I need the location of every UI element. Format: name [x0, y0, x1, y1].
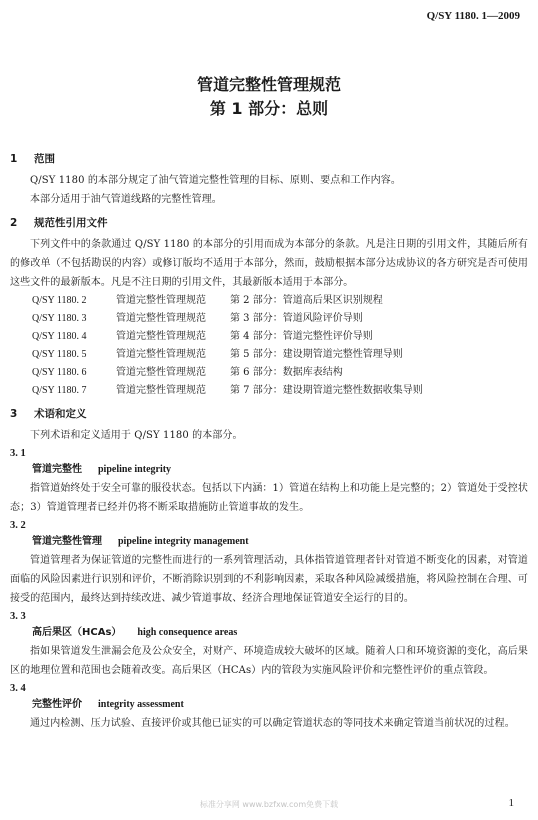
term-number: 3. 3 — [10, 611, 26, 622]
document-title: 管道完整性管理规范 — [196, 75, 341, 94]
reference-number: Q/SY 1180. 4 — [32, 331, 87, 342]
reference-item — [10, 292, 528, 310]
term-definition: 管道管理者为保证管道的完整性而进行的一系列管理活动，具体指管道管理者针对管道不断变化的因素，对管道面临的风险因素进行识别和评价，不断消除识别到的不利影响因素，采取各种风险减缓措施，将风险控制在合理、可接受的范围内，最终达到持续改进、减少管道事故、经济合理地保证管道安全运行的目的。 — [10, 555, 528, 604]
reference-item — [10, 346, 528, 364]
section-title: 术语和定义 — [34, 408, 87, 420]
term-english: pipeline integrity — [98, 464, 172, 475]
reference-name: 管道完整性管理规范 — [116, 349, 206, 360]
watermark-footer: 标准分享网 www.bzfxw.com免费下载 — [199, 800, 339, 809]
section-heading-scope — [10, 152, 528, 167]
reference-name: 管道完整性管理规范 — [116, 367, 206, 378]
term-number: 3. 4 — [10, 683, 26, 694]
term-number: 3. 2 — [10, 520, 26, 531]
document-body — [10, 152, 528, 733]
term-heading — [10, 696, 528, 714]
term-chinese: 完整性评价 — [32, 699, 82, 710]
reference-name: 管道完整性管理规范 — [116, 313, 206, 324]
paragraph: Q/SY 1180 的本部分规定了油气管道完整性管理的目标、原则、要点和工作内容。 — [30, 175, 401, 186]
section-title: 规范性引用文件 — [34, 217, 108, 229]
paragraph: 本部分适用于油气管道线路的完整性管理。 — [30, 194, 222, 205]
standard-number: Q/SY 1180. 1—2009 — [426, 10, 520, 22]
reference-part: 第 7 部分：建设期管道完整性数据收集导则 — [230, 385, 423, 396]
reference-part: 第 2 部分：管道高后果区识别规程 — [230, 295, 383, 306]
reference-name: 管道完整性管理规范 — [116, 331, 206, 342]
reference-item — [10, 382, 528, 400]
term-heading — [10, 533, 528, 551]
reference-number: Q/SY 1180. 6 — [32, 367, 87, 378]
paragraph: 下列文件中的条款通过 Q/SY 1180 的本部分的引用而成为本部分的条款。凡是注日期的引用文件，其随后所有的修改单（不包括勘误的内容）或修订版均不适用于本部分，然而，鼓励根据本部分达成协议的各方研究是否可使用这些文件的最新版本。凡是不注日期的引用文件，其最新版本适用于本部分。 — [10, 239, 528, 288]
section-heading-normative-references — [10, 216, 528, 231]
term-heading — [10, 461, 528, 479]
reference-number: Q/SY 1180. 3 — [32, 313, 87, 324]
section-number: 2 — [10, 217, 18, 229]
paragraph: 下列术语和定义适用于 Q/SY 1180 的本部分。 — [30, 430, 243, 441]
reference-item — [10, 328, 528, 346]
term-number: 3. 1 — [10, 448, 26, 459]
page-number: 1 — [508, 797, 514, 809]
term-definition: 指管道始终处于安全可靠的服役状态。包括以下内涵：1）管道在结构上和功能上是完整的；2）管道处于受控状态；3）管道管理者已经并仍将不断采取措施防止管道事故的发生。 — [10, 483, 528, 513]
reference-item — [10, 364, 528, 382]
section-number: 3 — [10, 408, 18, 420]
reference-part: 第 3 部分：管道风险评价导则 — [230, 313, 363, 324]
section-heading-terms-definitions — [10, 407, 528, 422]
reference-part: 第 6 部分：数据库表结构 — [230, 367, 343, 378]
reference-name: 管道完整性管理规范 — [116, 385, 206, 396]
term-chinese: 管道完整性管理 — [32, 536, 102, 547]
term-heading — [10, 624, 528, 642]
reference-number: Q/SY 1180. 2 — [32, 295, 87, 306]
reference-name: 管道完整性管理规范 — [116, 295, 206, 306]
reference-number: Q/SY 1180. 5 — [32, 349, 87, 360]
term-definition: 指如果管道发生泄漏会危及公众安全，对财产、环境造成较大破坏的区域。随着人口和环境资源的变化，高后果区的地理位置和范围也会随着改变。高后果区（HCAs）内的管段为实施风险评价和完整性评价的重点管段。 — [10, 646, 528, 676]
reference-part: 第 5 部分：建设期管道完整性管理导则 — [230, 349, 403, 360]
section-title: 范围 — [34, 153, 55, 165]
term-definition: 通过内检测、压力试验、直接评价或其他已证实的可以确定管道状态的等同技术来确定管道当前状况的过程。 — [30, 718, 515, 729]
term-english: high consequence areas — [137, 627, 238, 638]
term-chinese: 管道完整性 — [32, 464, 82, 475]
reference-number: Q/SY 1180. 7 — [32, 385, 87, 396]
section-number: 1 — [10, 153, 18, 165]
term-english: pipeline integrity management — [118, 536, 249, 547]
term-english: integrity assessment — [98, 699, 184, 710]
reference-item — [10, 310, 528, 328]
reference-part: 第 4 部分：管道完整性评价导则 — [230, 331, 373, 342]
term-chinese: 高后果区（HCAs） — [32, 627, 122, 638]
document-subtitle: 第 1 部分：总则 — [209, 99, 329, 118]
